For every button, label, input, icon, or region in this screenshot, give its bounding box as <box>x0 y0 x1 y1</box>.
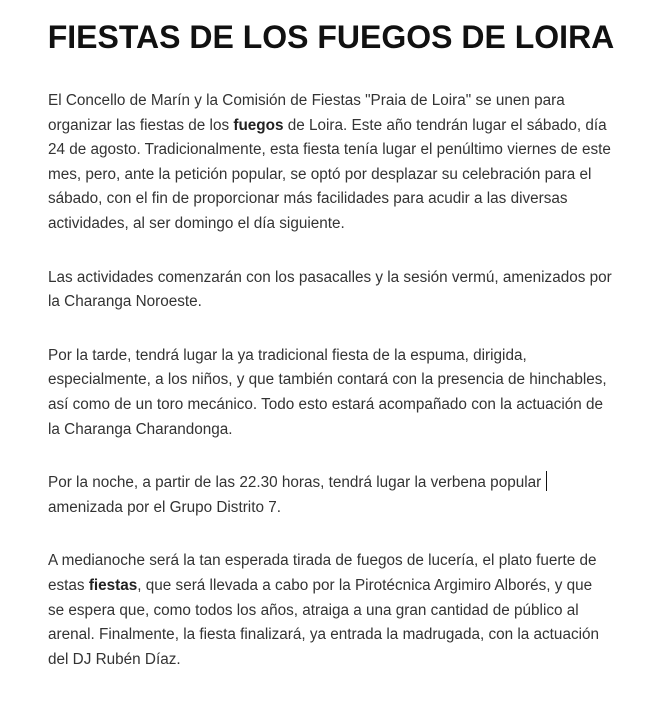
text-line: sábado, con el fin de proporcionar más facilidades para acudir a las diversas <box>48 190 568 208</box>
text-line: la Charanga Charandonga. <box>48 420 233 438</box>
text-line: se espera que, como todos los años, atraiga a una gran cantidad de público al <box>48 601 579 619</box>
text-line: especialmente, a los niños, y que también contará con la presencia de hinchables, <box>48 371 607 389</box>
keyword-fuegos: fuegos <box>233 116 284 134</box>
text-segment: de Loira. Este año tendrán lugar el sábado, día <box>283 116 607 134</box>
text-cursor <box>546 471 547 491</box>
text-segment: estas <box>48 576 89 594</box>
text-line: Las actividades comenzarán con los pasacalles y la sesión vermú, amenizados por <box>48 268 612 286</box>
paragraph-activities <box>48 266 628 315</box>
text-line <box>48 471 628 496</box>
paragraph-midnight <box>48 549 628 672</box>
text-segment: , que será llevada a cabo por la Pirotécnica Argimiro Alborés, y que <box>137 576 593 594</box>
text-line: mes, pero, ante la petición popular, se optó por desplazar su celebración para el <box>48 165 592 183</box>
text-segment: organizar las fiestas de los <box>48 116 234 134</box>
text-line: A medianoche será la tan esperada tirada de fuegos de lucería, el plato fuerte de <box>48 552 597 570</box>
text-line: del DJ Rubén Díaz. <box>48 650 181 668</box>
text-line: amenizada por el Grupo Distrito 7. <box>48 498 281 516</box>
paragraph-intro <box>48 89 628 237</box>
text-line: la Charanga Noroeste. <box>48 293 202 311</box>
text-line <box>48 574 628 599</box>
paragraph-afternoon <box>48 344 628 442</box>
paragraph-night <box>48 471 628 520</box>
article-body <box>48 89 628 701</box>
text-line <box>48 114 628 139</box>
text-line: así como de un toro mecánico. Todo esto estará acompañado con la actuación de <box>48 395 604 413</box>
text-segment: Por la noche, a partir de las 22.30 horas, tendrá lugar la verbena popular <box>48 474 542 492</box>
text-line: El Concello de Marín y la Comisión de Fiestas "Praia de Loira" se unen para <box>48 92 565 109</box>
article-title: FIESTAS DE LOS FUEGOS DE LOIRA <box>47 19 615 55</box>
text-line: arenal. Finalmente, la fiesta finalizará, ya entrada la madrugada, con la actuación <box>48 626 600 644</box>
text-line: actividades, al ser domingo el día siguiente. <box>48 214 345 232</box>
keyword-fiestas: fiestas <box>88 576 138 594</box>
text-line: Por la tarde, tendrá lugar la ya tradicional fiesta de la espuma, dirigida, <box>48 346 527 364</box>
text-line: 24 de agosto. Tradicionalmente, esta fiesta tenía lugar el penúltimo viernes de este <box>48 141 611 159</box>
